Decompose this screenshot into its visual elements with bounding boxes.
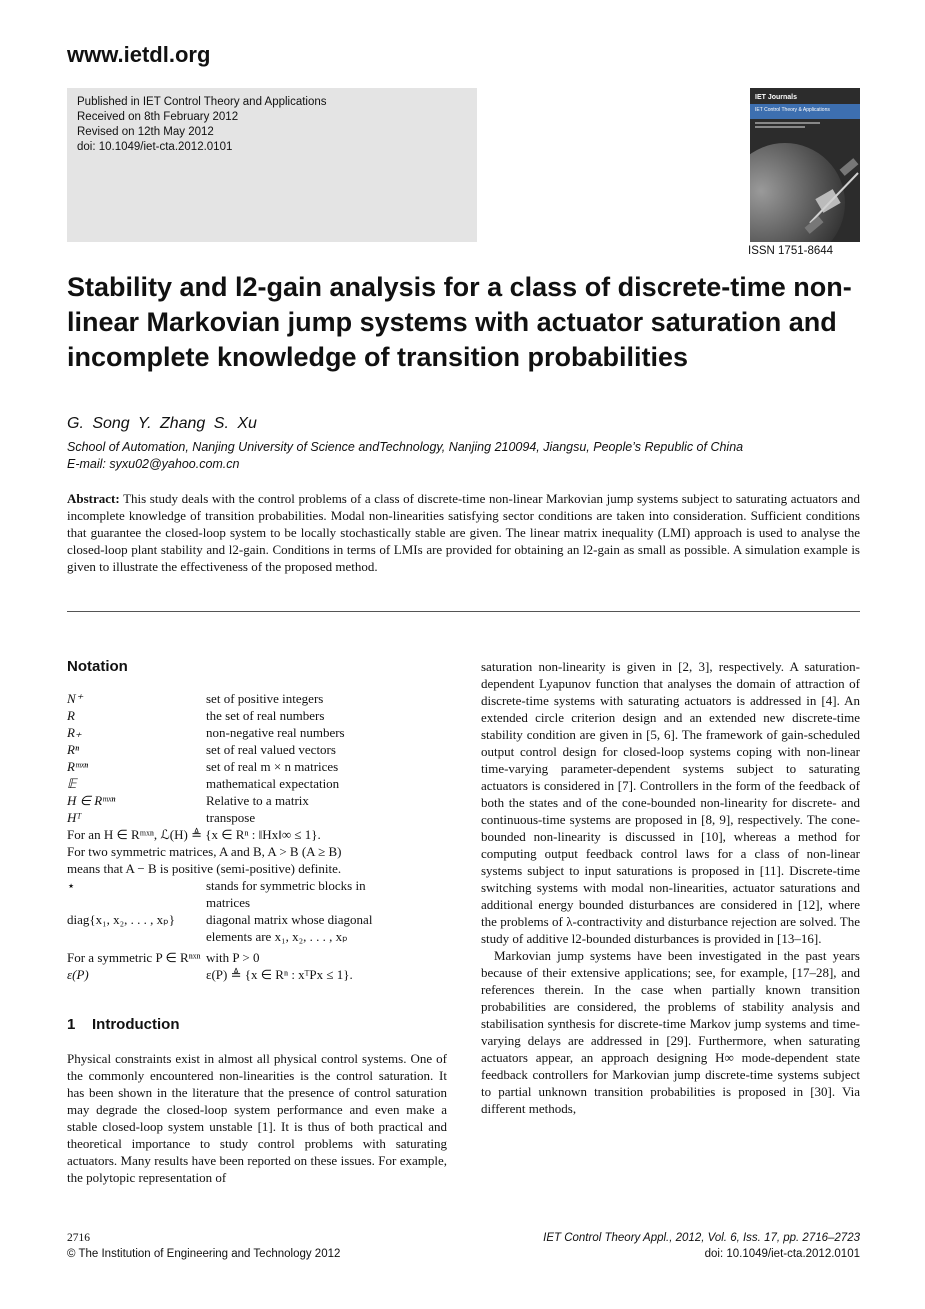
publication-info-box (67, 88, 477, 242)
notation-desc: transpose (206, 810, 256, 825)
introduction-heading: 1 Introduction (67, 1016, 180, 1033)
notation-desc: mathematical expectation (206, 776, 340, 791)
article-title: Stability and l2-gain analysis for a class of discrete-time non-linear Markovian jump systems with actuator saturation and incomplete knowledge of transition probabilities (67, 272, 852, 372)
notation-line-two-symmetric-cont: means that A − B is positive (semi-positive) definite. (67, 861, 342, 876)
abstract (67, 490, 860, 575)
paragraph: saturation non-linearity is given in [2, 3], respectively. A saturation-dependent Lyapunov function that analyses the domain of attraction of discrete-time systems with saturating actuators is addressed in [4]. An extended circle criterion design and an extended new discrete-time stability condition are given in [5, 6]. The framework of gain-scheduled output control design for closed-loop systems coping with non-linear time-varying parameter-dependent systems subject to saturating actuators is considered in [7]. Controllers in the form of the feedback of both the states and of the cone-bounded non-linearity for discrete- and continuous-time systems are proposed in [8, 9], respectively. The cone-bounded non-linearity is discussed in [10], whereas a method for computing output feedback control laws for a class of non-linear systems subject to input saturations is proposed in [11]. Discrete-time switching systems with modal non-linearities, actuator saturations and additional energy bounded disturbances are considered in [12], where the problems of λ-contractivity and disturbance rejection are solved. The study of additive l2-bounded disturbances is provided in [13–16]. (481, 659, 860, 946)
notation-desc: elements are x₁, x₂, . . . , xₚ (206, 929, 348, 944)
notation-symbol: R (67, 708, 75, 723)
journal-citation: IET Control Theory Appl., 2012, Vol. 6, Iss. 17, pp. 2716–2723 (543, 1232, 860, 1244)
introduction-paragraph: Physical constraints exist in almost all physical control systems. One of the commonly encountered non-linearities is the control saturation. It has been shown in the literature that the presence of control saturation may degrade the closed-loop system performance and even make a stable closed-loop system unstable [1]. It is thus of both practical and theoretical importance to study control problems with saturating actuators. Many results have been reported on these issues. For example, the polytopic representation of (67, 1051, 447, 1185)
notation-symbol: N⁺ (67, 691, 83, 706)
page-number: 2716 (67, 1232, 90, 1244)
issn: ISSN 1751-8644 (748, 245, 834, 257)
notation-desc: diagonal matrix whose diagonal (206, 912, 373, 927)
journal-cover-image (750, 88, 860, 242)
notation-symbol: ε(P) (67, 967, 89, 982)
affiliation: School of Automation, Nanjing University of Science andTechnology, Nanjing 210094, Jiangsu, People’s Republic of China (67, 440, 744, 454)
notation-desc: ε(P) ≜ {x ∈ Rⁿ : xᵀPx ≤ 1}. (206, 967, 353, 982)
notation-line-two-symmetric: For two symmetric matrices, A and B, A > B (A ≥ B) (67, 844, 342, 859)
notation-desc: set of positive integers (206, 691, 324, 706)
notation-heading: Notation (67, 658, 128, 675)
footer-doi: doi: 10.1049/iet-cta.2012.0101 (704, 1248, 860, 1260)
notation-desc: stands for symmetric blocks in (206, 878, 366, 893)
notation-desc: with P > 0 (206, 950, 260, 965)
cover-journal-title: IET Control Theory & Applications (755, 107, 830, 113)
notation-line-for-an: For an H ∈ Rᵐˣⁿ, ℒ(H) ≜ {x ∈ Rⁿ : ‖Hx‖∞ ≤ 1}. (67, 827, 321, 842)
abstract-text: This study deals with the control problems of a class of discrete-time non-linear Markovian jump systems subject to saturating actuators and incomplete knowledge of transition probabilities. Modal non-linearities satisfying sector conditions are taken into consideration. Sufficient conditions that guarantee the closed-loop system to be locally stochastically stable are given. The linear matrix inequality (LMI) approach is used to analyse the closed-loop plant stability and l2-gain. Conditions in terms of LMIs are provided for obtaining an l2-gain as small as possible. A simulation example is given to illustrate the effectiveness of the proposed method. (67, 491, 861, 574)
doi: doi: 10.1049/iet-cta.2012.0101 (77, 141, 233, 153)
notation-desc: non-negative real numbers (206, 725, 345, 740)
notation-symbol: R₊ (67, 725, 82, 740)
notation-symbol: Hᵀ (67, 810, 82, 825)
email[interactable]: E-mail: syxu02@yahoo.com.cn (67, 457, 240, 471)
notation-symbol: Rᵐˣⁿ (67, 759, 89, 774)
right-column (481, 658, 860, 1117)
notation-desc: set of real m × n matrices (206, 759, 339, 774)
authors: G. Song Y. Zhang S. Xu (67, 415, 257, 432)
section-divider (67, 611, 860, 612)
notation-symbol: Rⁿ (67, 742, 80, 757)
copyright: © The Institution of Engineering and Technology 2012 (67, 1248, 341, 1260)
star-symbol: ⋆ (67, 878, 76, 893)
paragraph: Markovian jump systems have been investigated in the past years because of their extensive applications; see, for example, [17–28], and references therein. In the case when partially known transition probabilities are considered, the problems of stability analysis and stabilisation synthesis for discrete-time Markov jump systems and time-varying delays are addressed in [29]. Furthermore, when saturating actuators appear, an approach designing H∞ mode-dependent state feedback controllers for Markovian jump discrete-time systems subject to partial unknown transition probabilities is proposed in [30]. Via different methods, (481, 948, 860, 1116)
notation-symbol: 𝔼 (67, 776, 77, 791)
published-in: Published in IET Control Theory and Applications (77, 96, 327, 108)
notation-desc: Relative to a matrix (206, 793, 309, 808)
cover-subtitle-line (755, 122, 820, 124)
notation-desc: set of real valued vectors (206, 742, 336, 757)
cover-brand: IET Journals (755, 94, 798, 101)
received-date: Received on 8th February 2012 (77, 111, 239, 123)
site-url[interactable]: www.ietdl.org (67, 42, 211, 67)
notation-text: For a symmetric P ∈ Rⁿˣⁿ (67, 950, 201, 965)
cover-subtitle-line (755, 126, 805, 128)
notation-desc: the set of real numbers (206, 708, 325, 723)
satellite-illustration-icon (750, 133, 860, 242)
revised-date: Revised on 12th May 2012 (77, 126, 214, 138)
notation-desc: matrices (206, 895, 251, 910)
notation-symbol: diag{x₁, x₂, . . . , xₚ} (67, 912, 175, 927)
notation-symbol: H ∈ Rᵐˣⁿ (67, 793, 116, 808)
abstract-label: Abstract: (67, 491, 120, 506)
